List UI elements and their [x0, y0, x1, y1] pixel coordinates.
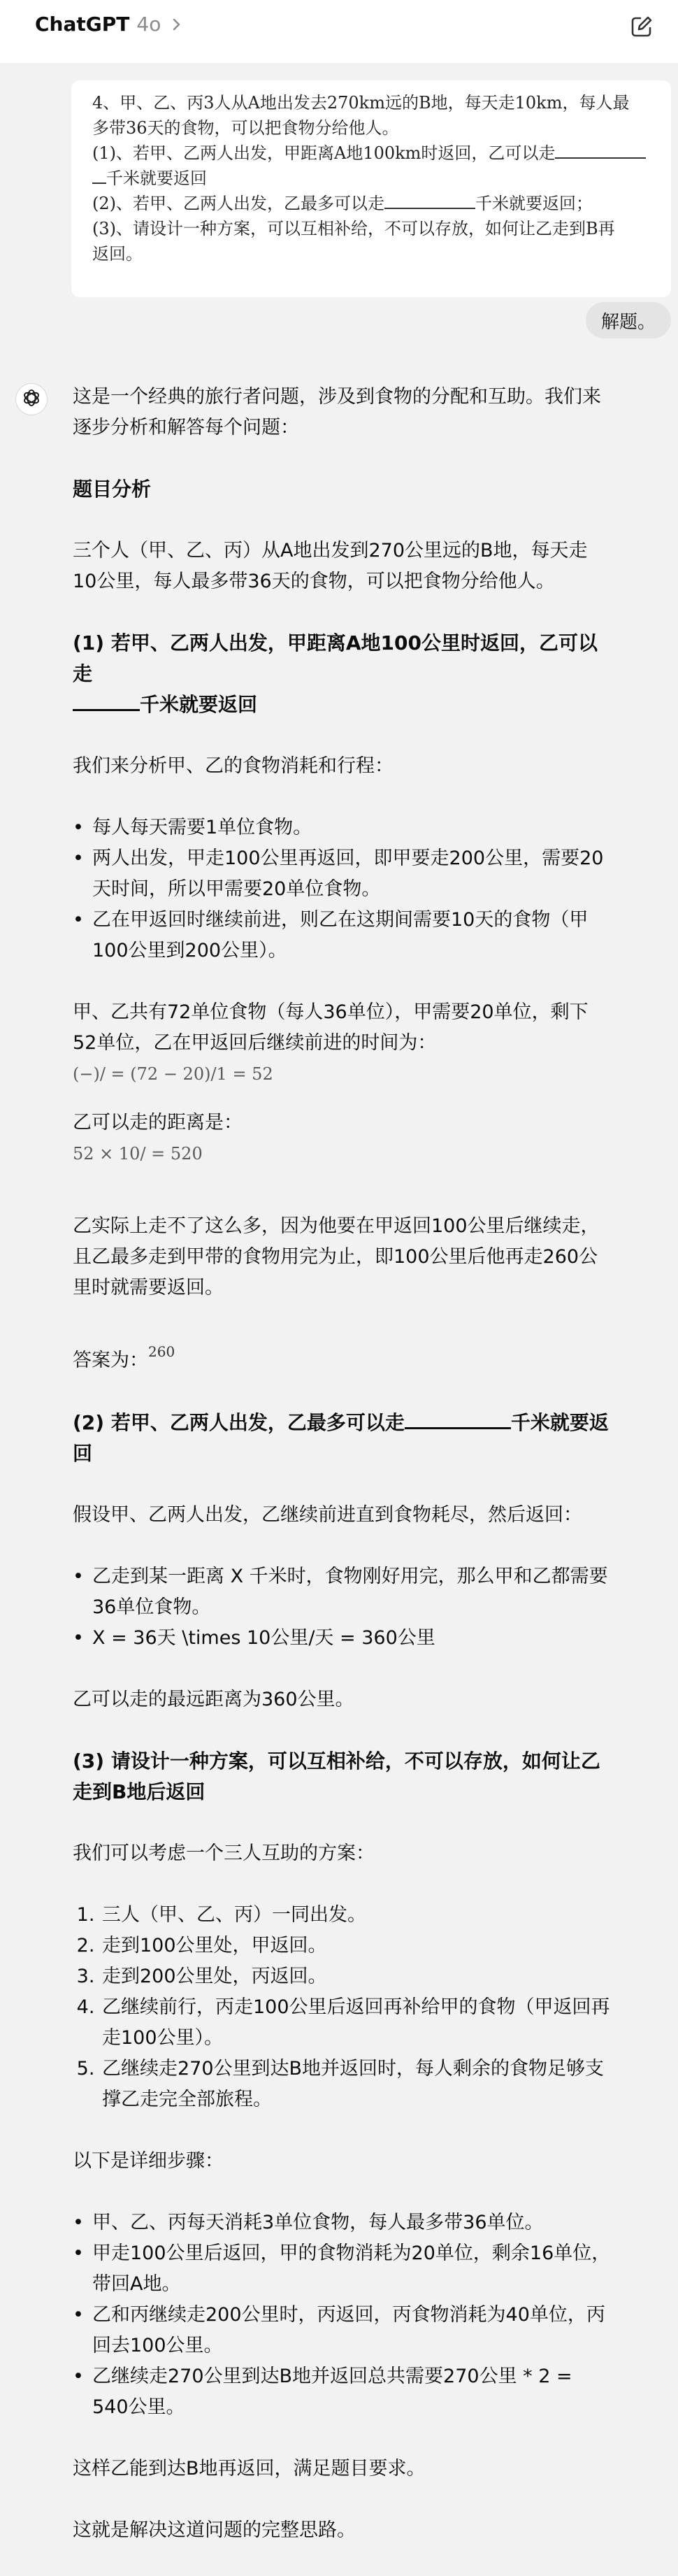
- answer-value: 260: [148, 1343, 175, 1360]
- bullet-list: [73, 813, 611, 966]
- answer-blank: [555, 142, 646, 159]
- section-heading: 题目分析: [73, 478, 152, 501]
- list-item: 5. 乙继续走270公里到达B地并返回时，每人剩余的食物足够支撑乙走完全部旅程。: [101, 2054, 611, 2115]
- heading-text: (1) 若甲、乙两人出发，甲距离A地100公里时返回，乙可以走: [73, 631, 598, 685]
- question-2-heading: [73, 1408, 611, 1469]
- list-item: • 乙继续走270公里到达B地并返回总共需要270公里 * 2 = 540公里。: [92, 2361, 611, 2423]
- heading-text: 千米就要返回: [73, 1411, 609, 1465]
- new-chat-button[interactable]: [625, 11, 658, 45]
- answer-line: [73, 1345, 611, 1377]
- list-item: 1. 三人（甲、乙、丙）一同出发。: [101, 1900, 611, 1931]
- list-item: • 乙走到某一距离 X 千米时，食物刚好用完，那么甲和乙都需要36单位食物。: [92, 1561, 611, 1623]
- top-bar: [0, 0, 678, 55]
- paragraph: 以下是详细步骤：: [73, 2150, 224, 2172]
- paragraph: 这就是解决这道问题的完整思路。: [73, 2519, 356, 2541]
- user-message-bubble: [586, 302, 671, 338]
- chevron-right-icon[interactable]: [168, 16, 185, 33]
- model-name[interactable]: 4o: [136, 13, 161, 36]
- list-item: • 两人出发，甲走100公里再返回，即甲要走200公里，需要20天时间，所以甲需要20单位食物。: [92, 843, 611, 905]
- paragraph: 乙可以走的最远距离为360公里。: [73, 1689, 354, 1710]
- math-expression: 52 × 10/ = 520: [73, 1144, 203, 1164]
- heading-text: 千米就要返回: [140, 693, 258, 716]
- problem-text: (1)、若甲、乙两人出发，甲距离A地100km时返回，乙可以走: [92, 143, 556, 163]
- problem-line: (3)、请设计一种方案，可以互相补给，不可以存放，如何让乙走到B再: [92, 219, 615, 238]
- problem-text: (2)、若甲、乙两人出发，乙最多可以走: [92, 194, 384, 213]
- analysis-paragraph: 三个人（甲、乙、丙）从A地出发到270公里远的B地，每天走10公里，每人最多带36天的食物，可以把食物分给他人。: [73, 540, 588, 592]
- paragraph: 甲、乙共有72单位食物（每人36单位），甲需要20单位，剩下52单位，乙在甲返回后继续前进的时间为：: [73, 1001, 589, 1054]
- paragraph: 这样乙能到达B地再返回，满足题目要求。: [73, 2458, 426, 2480]
- paragraph: 乙可以走的距离是：: [73, 1112, 243, 1133]
- list-item: • 乙和丙继续走200公里时，丙返回，丙食物消耗为40单位，丙回去100公里。: [92, 2300, 611, 2361]
- problem-line: [92, 141, 651, 166]
- list-item: • 每人每天需要1单位食物。: [92, 813, 611, 843]
- paragraph: 我们可以考虑一个三人互助的方案：: [73, 1842, 375, 1864]
- edit-icon[interactable]: [629, 14, 654, 42]
- list-item: 3. 走到200公里处，丙返回。: [101, 1961, 611, 1992]
- problem-text: 千米就要返回；: [475, 194, 593, 213]
- answer-blank: [73, 694, 140, 711]
- question-3-heading: (3) 请设计一种方案，可以互相补给，不可以存放，如何让乙走到B地后返回: [73, 1749, 600, 1803]
- user-uploaded-image[interactable]: [71, 80, 671, 297]
- answer-blank: [384, 192, 475, 209]
- problem-text: 千米就要返回: [106, 169, 207, 188]
- model-selector[interactable]: [35, 13, 185, 36]
- paragraph: 我们来分析甲、乙的食物消耗和行程：: [73, 755, 394, 777]
- list-item: • 甲走100公里后返回，甲的食物消耗为20单位，剩余16单位，带回A地。: [92, 2238, 611, 2300]
- list-item: • 乙在甲返回时继续前进，则乙在这期间需要10天的食物（甲100公里到200公里）。: [92, 905, 611, 966]
- list-item: • 甲、乙、丙每天消耗3单位食物，每人最多带36单位。: [92, 2208, 611, 2238]
- user-message-text: 解题。: [600, 311, 656, 333]
- openai-logo-icon: [21, 387, 42, 411]
- answer-blank: [405, 1412, 511, 1429]
- question-1-heading: [73, 628, 611, 720]
- list-item: 4. 乙继续前行，丙走100公里后返回再补给甲的食物（甲返回再走100公里）。: [101, 1992, 611, 2054]
- problem-line: 多带36天的食物，可以把食物分给他人。: [92, 118, 399, 138]
- bullet-list: [73, 2208, 611, 2423]
- answer-blank: [92, 167, 106, 184]
- heading-text: (2) 若甲、乙两人出发，乙最多可以走: [73, 1411, 405, 1434]
- problem-line: [92, 191, 651, 216]
- paragraph: 假设甲、乙两人出发，乙继续前进直到食物耗尽，然后返回：: [73, 1504, 582, 1526]
- assistant-message: [73, 382, 611, 2546]
- list-item: 2. 走到100公里处，甲返回。: [101, 1931, 611, 1961]
- list-item: • X = 36天 \times 10公里/天 = 360公里: [92, 1623, 611, 1654]
- math-expression: (−)/ = (72 − 20)/1 = 52: [73, 1064, 273, 1084]
- assistant-avatar: [15, 383, 48, 415]
- problem-line: 返回。: [92, 244, 143, 264]
- numbered-list: [73, 1900, 611, 2115]
- bullet-list: [73, 1561, 611, 1654]
- problem-line: [92, 166, 651, 191]
- answer-label: 答案为：: [73, 1350, 148, 1371]
- problem-line: 4、甲、乙、丙3人从A地出发去270km远的B地，每天走10km，每人最: [92, 93, 630, 113]
- intro-paragraph: 这是一个经典的旅行者问题，涉及到食物的分配和互助。我们来逐步分析和解答每个问题：: [73, 386, 601, 438]
- app-title[interactable]: ChatGPT: [35, 13, 130, 36]
- paragraph: 乙实际上走不了这么多，因为他要在甲返回100公里后继续走，且乙最多走到甲带的食物用完为止，即100公里后他再走260公里时就需要返回。: [73, 1215, 600, 1298]
